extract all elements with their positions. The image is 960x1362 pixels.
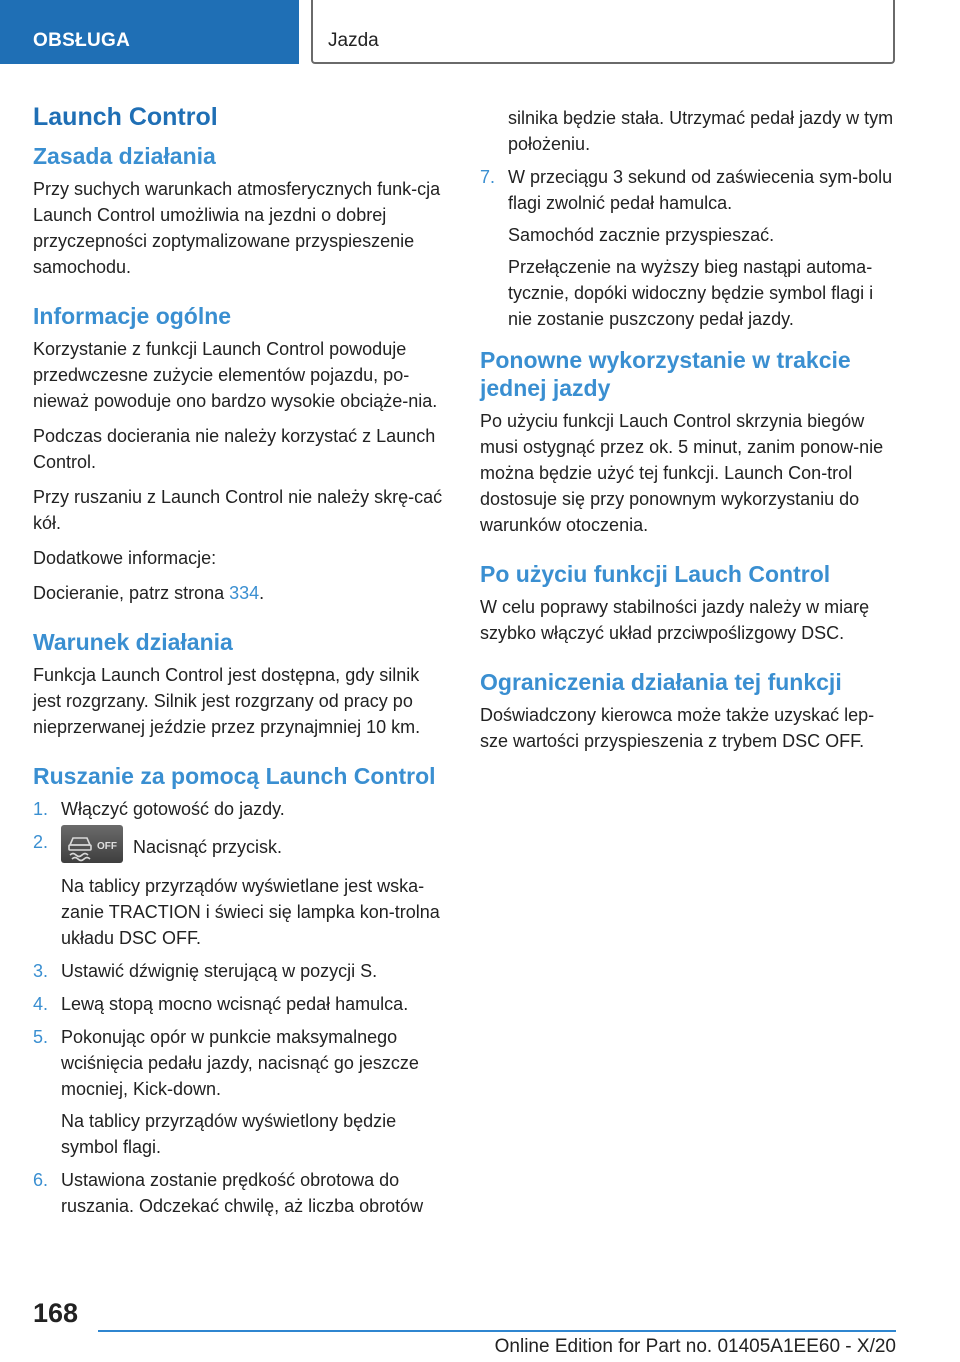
text-informacje-3: Przy ruszaniu z Launch Control nie należy skrę-cać kół. — [33, 487, 443, 533]
steps-list-continued — [480, 105, 894, 332]
step-text: W przeciągu 3 sekund od zaświecenia sym-bolu flagi zwolnić pedał hamulca. — [508, 167, 893, 213]
page-reference-link[interactable]: 334 — [229, 583, 260, 603]
step-6-continued — [480, 105, 894, 157]
chapter-tab: Jazda — [311, 0, 895, 64]
heading-ograniczenia: Ograniczenia działania tej funkcji — [480, 669, 842, 695]
text-ograniczenia: Doświadczony kierowca może także uzyskać lep-sze wartości przyspieszenia z trybem DSC OFF. — [480, 705, 875, 751]
step-number: 7. — [480, 167, 496, 187]
step-text: Lewą stopą mocno wcisnąć pedał hamulca. — [61, 994, 409, 1014]
heading-po-uzyciu: Po użyciu funkcji Lauch Control — [480, 561, 831, 587]
step-text: Ustawiona zostanie prędkość obrotowa do ruszania. Odczekać chwilę, aż liczba obrotów — [61, 1170, 424, 1216]
section-po-uzyciu — [480, 560, 894, 646]
section-ruszanie — [33, 762, 447, 1219]
text-informacje-5 — [33, 580, 447, 606]
step-subtext-1: Samochód zacznie przyspieszać. — [508, 225, 775, 245]
text-informacje-4: Dodatkowe informacje: — [33, 548, 217, 568]
dsc-button-label: OFF — [97, 841, 117, 852]
step-2 — [33, 829, 447, 951]
step-number: 2. — [33, 832, 49, 852]
step-text: Włączyć gotowość do jazdy. — [61, 799, 285, 819]
step-text — [61, 829, 447, 867]
text-informacje-1: Korzystanie z funkcji Launch Control powoduje przedwczesne zużycie elementów pojazdu, po-nieważ powoduje ono bardzo wysokie obciąże-nia. — [33, 339, 438, 411]
section-zasada — [33, 142, 447, 280]
step-number: 3. — [33, 961, 49, 981]
step-number: 1. — [33, 799, 49, 819]
footer-edition: Online Edition for Part no. 01405A1EE60 - X/20 — [494, 1336, 896, 1357]
step-5 — [33, 1024, 447, 1160]
heading-ruszanie: Ruszanie za pomocą Launch Control — [33, 763, 436, 789]
step-7 — [480, 164, 894, 332]
step-subtext-2: Przełączenie na wyższy bieg nastąpi automa-tycznie, dopóki widoczny będzie symbol flagi i nie zostanie puszczony pedał jazdy. — [508, 257, 874, 329]
dsc-off-button-icon — [61, 825, 123, 863]
text-informacje-2: Podczas docierania nie należy korzystać z Launch Control. — [33, 426, 436, 472]
text-warunek: Funkcja Launch Control jest dostępna, gdy silnik jest rozgrzany. Silnik jest rozgrzany od pracy po nieprzerwanej jeździe przez przynajmniej 10 km. — [33, 665, 421, 737]
ref-prefix: Docieranie, patrz strona — [33, 583, 230, 603]
section-warunek — [33, 628, 447, 740]
heading-informacje: Informacje ogólne — [33, 303, 232, 329]
left-column — [33, 103, 447, 1241]
step-number: 4. — [33, 994, 49, 1014]
step-subtext: Na tablicy przyrządów wyświetlony będzie symbol flagi. — [61, 1111, 397, 1157]
step-4 — [33, 991, 447, 1017]
step-text: Pokonując opór w punkcie maksymalnego wciśnięcia pedału jazdy, nacisnąć go jeszcze mocniej, Kick-down. — [61, 1027, 419, 1099]
heading-warunek: Warunek działania — [33, 629, 233, 655]
step-number: 6. — [33, 1170, 49, 1190]
step-text: Ustawić dźwignię sterującą w pozycji S. — [61, 961, 378, 981]
section-ponowne — [480, 346, 894, 538]
step-6 — [33, 1167, 447, 1219]
page-number: 168 — [33, 1298, 79, 1328]
page-title: Launch Control — [33, 103, 218, 131]
text-ponowne: Po użyciu funkcji Lauch Control skrzynia biegów musi ostygnąć przez ok. 5 minut, zanim ponow-nie można będzie użyć tej funkcji. Launch Con-trol dostosuje się przy ponownym wykorzystaniu do warunków otoczenia. — [480, 411, 884, 535]
step-subtext: Na tablicy przyrządów wyświetlane jest wska-zanie TRACTION i świeci się lampka kon-trolna układu DSC OFF. — [61, 876, 440, 948]
heading-zasada: Zasada działania — [33, 143, 216, 169]
steps-list — [33, 796, 447, 1219]
step-text-continued: silnika będzie stała. Utrzymać pedał jazdy w tym położeniu. — [508, 108, 894, 154]
heading-ponowne: Ponowne wykorzystanie w trakcie jednej jazdy — [480, 347, 851, 401]
right-column — [480, 105, 894, 776]
step-1 — [33, 796, 447, 822]
step-number: 5. — [33, 1027, 49, 1047]
section-tab: OBSŁUGA — [0, 0, 299, 64]
step-3 — [33, 958, 447, 984]
footer-divider — [98, 1330, 896, 1332]
step-text-main: Nacisnąć przycisk. — [133, 836, 283, 857]
section-ograniczenia — [480, 668, 894, 754]
ref-suffix: . — [259, 583, 265, 603]
text-po-uzyciu: W celu poprawy stabilności jazdy należy w miarę szybko włączyć układ przciwpoślizgowy DSC. — [480, 597, 870, 643]
text-zasada: Przy suchych warunkach atmosferycznych funk-cja Launch Control umożliwia na jezdni o dobrej przyczepności zoptymalizowane przyspieszenie samochodu. — [33, 179, 441, 277]
section-informacje — [33, 302, 447, 606]
